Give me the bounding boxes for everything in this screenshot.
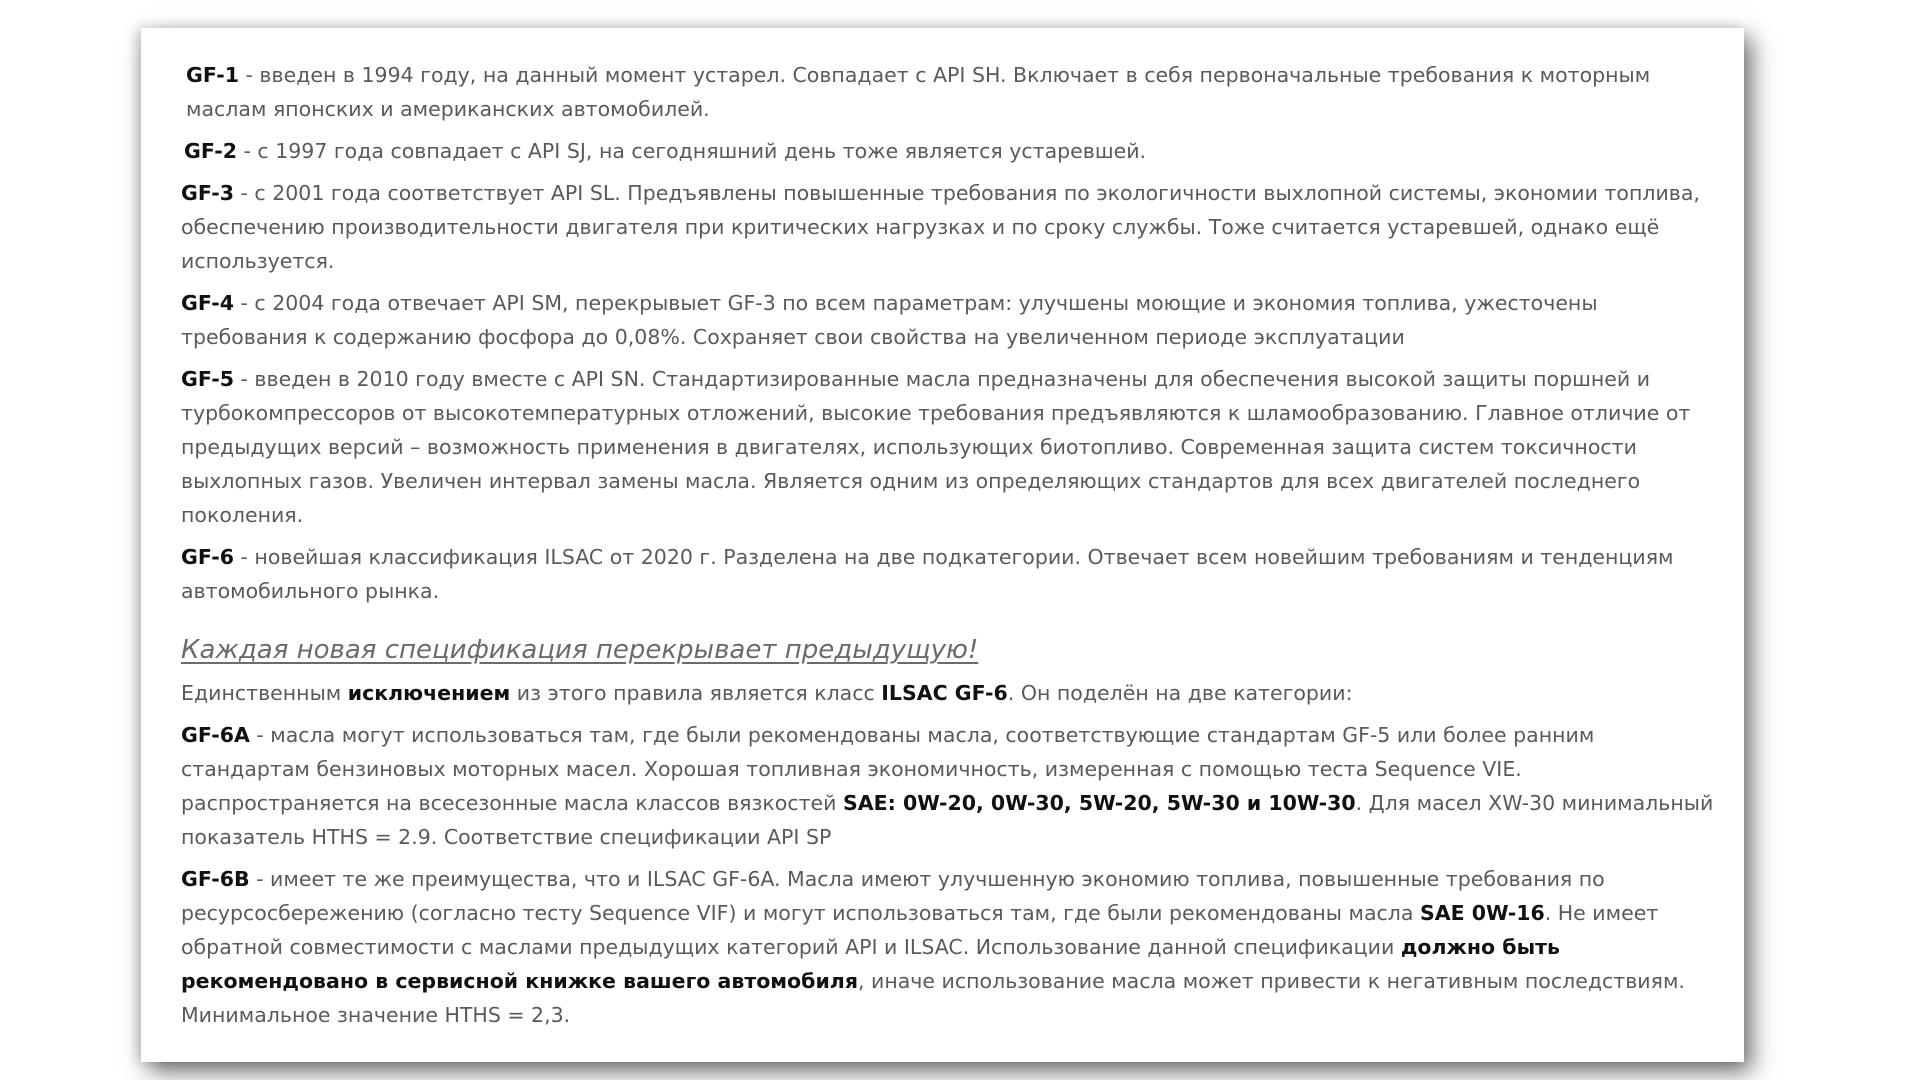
- section-heading: Каждая новая спецификация перекрывает предыдущую!: [181, 635, 979, 665]
- exception-paragraph: [181, 676, 1714, 710]
- spec-text: - с 2004 года отвечает API SM, перекрывыет GF-3 по всем параметрам: улучшены моющие и экономия топлива, ужесточены требования к содержанию фосфора до 0,08%. Сохраняет свои свойства на увеличенном периоде эксплуатации: [181, 291, 1598, 349]
- spec-text: - с 1997 года совпадает с API SJ, на сегодняшний день тоже является устаревшей.: [236, 139, 1147, 163]
- spec-code: GF-6B: [181, 867, 250, 891]
- spec-gf1: [186, 58, 1714, 126]
- spec-gf2: [184, 134, 1714, 168]
- spec-text: - имеет те же преимущества, что и ILSAC GF-6A. Масла имеют улучшенную экономию топлива, повышенные требования по ресурсосбережению (согласно тесту Sequence VIF) и могут использоваться там, где были рекомендованы масла: [181, 867, 1605, 925]
- text-run: из этого правила является класс: [510, 681, 882, 705]
- bold-run: SAE 0W-16: [1419, 901, 1545, 925]
- spec-code: GF-6A: [181, 723, 250, 747]
- bold-run: ILSAC GF-6: [881, 681, 1008, 705]
- document-sheet: [141, 28, 1744, 1062]
- spec-gf6: [181, 540, 1714, 608]
- spec-code: GF-5: [181, 367, 234, 391]
- spec-text: . Для масел XW-30 минимальный показатель HTHS = 2.9. Соответствие спецификации API SP: [181, 791, 1714, 849]
- spec-gf3: [181, 176, 1714, 278]
- spec-text: . Не имеет обратной совместимости с маслами предыдущих категорий API и ILSAC. Использование данной спецификации: [181, 901, 1659, 959]
- spec-text: - с 2001 года соответствует API SL. Предъявлены повышенные требования по экологичности выхлопной системы, экономии топлива, обеспечению производительности двигателя при критических нагрузках и по сроку службы. Тоже считается устаревшей, однако ещё используется.: [181, 181, 1700, 273]
- spec-gf6b: [181, 862, 1714, 1032]
- spec-text: - введен в 1994 году, на данный момент устарел. Совпадает с API SH. Включает в себя первоначальные требования к моторным маслам японских и американских автомобилей.: [186, 63, 1651, 121]
- bold-run: SAE: 0W-20, 0W-30, 5W-20, 5W-30 и 10W-30: [843, 791, 1356, 815]
- text-run: . Он поделён на две категории:: [1007, 681, 1353, 705]
- spec-gf5: [181, 362, 1714, 532]
- spec-gf4: [181, 286, 1714, 354]
- spec-text: - новейшая классификация ILSAC от 2020 г. Разделена на две подкатегории. Отвечает всем новейшим требованиям и тенденциям автомобильного рынка.: [181, 545, 1674, 603]
- spec-text: - масла могут использоваться там, где были рекомендованы масла, соответствующие стандартам GF-5 или более ранним стандартам бензиновых моторных масел. Хорошая топливная экономичность, измеренная с помощью теста Sequence VIE. распространяется на всесезонные масла классов вязкостей: [181, 723, 1595, 815]
- spec-code: GF-3: [181, 181, 234, 205]
- bold-run: должно быть рекомендовано в сервисной книжке вашего автомобиля: [181, 935, 1560, 993]
- text-run: Единственным: [181, 681, 348, 705]
- spec-text: , иначе использование масла может привести к негативным последствиям. Минимальное значение HTHS = 2,3.: [181, 969, 1685, 1027]
- spec-code: GF-6: [181, 545, 234, 569]
- bold-run: исключением: [347, 681, 511, 705]
- spec-code: GF-1: [186, 63, 239, 87]
- spec-text: - введен в 2010 году вместе с API SN. Стандартизированные масла предназначены для обеспечения высокой защиты поршней и турбокомпрессоров от высокотемпературных отложений, высокие требования предъявляются к шламообразованию. Главное отличие от предыдущих версий – возможность применения в двигателях, использующих биотопливо. Современная защита систем токсичности выхлопных газов. Увеличен интервал замены масла. Является одним из определяющих стандартов для всех двигателей последнего поколения.: [181, 367, 1691, 527]
- spec-code: GF-2: [184, 139, 237, 163]
- spec-gf6a: [181, 718, 1714, 854]
- spec-code: GF-4: [181, 291, 234, 315]
